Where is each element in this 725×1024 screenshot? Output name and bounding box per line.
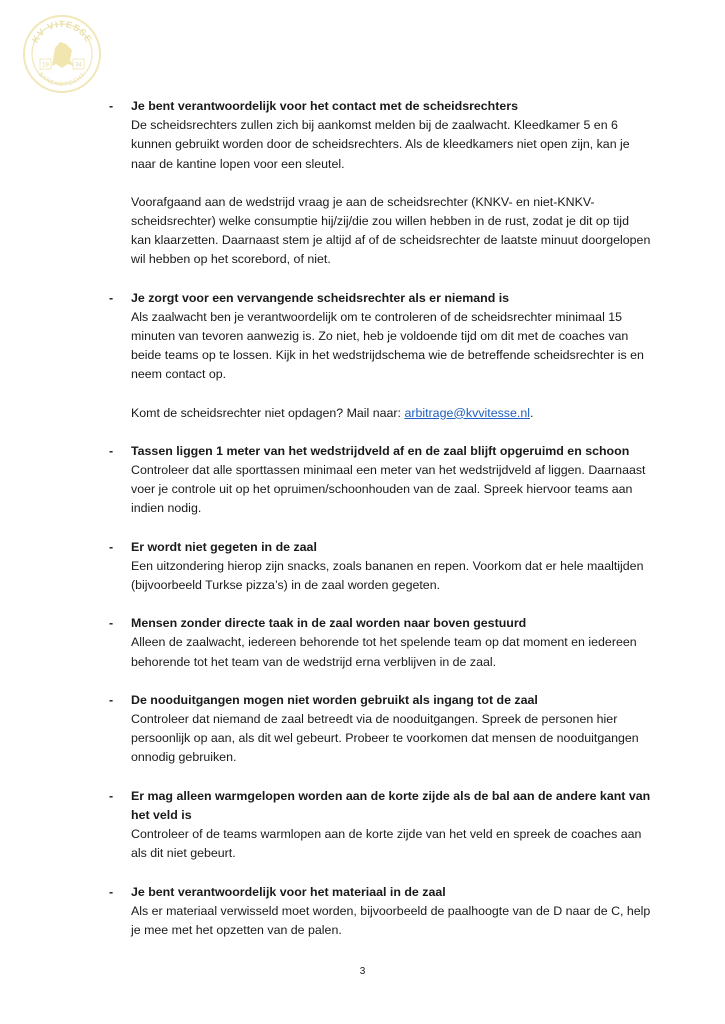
list-item	[109, 691, 652, 768]
bullet-dash: -	[109, 539, 114, 554]
item-paragraph: Alleen de zaalwacht, iedereen behorende tot het spelende team op dat moment en iedereen behorende tot het team van de wedstrijd erna verblijven in de zaal.	[131, 635, 637, 669]
list-item	[109, 289, 652, 423]
list-item	[109, 787, 652, 864]
bullet-dash: -	[109, 616, 114, 631]
item-heading: Je bent verantwoordelijk voor het contact met de scheidsrechters	[131, 99, 518, 113]
item-paragraph: Controleer dat alle sporttassen minimaal een meter van het wedstrijdveld af liggen. Daarnaast voer je controle uit op het opruimen/schoonhouden van de zaal. Spreek hiervoor teams aan indien nodig.	[131, 463, 646, 516]
document-body	[109, 97, 652, 959]
item-heading: Je bent verantwoordelijk voor het materiaal in de zaal	[131, 884, 446, 899]
bullet-dash: -	[109, 290, 114, 305]
bullet-dash: -	[109, 99, 114, 113]
list-item	[109, 442, 652, 519]
logo-year-left: 19	[42, 62, 49, 69]
logo-year-right: 34	[75, 62, 82, 69]
logo-bottom-text: BARENDRECHT	[36, 71, 88, 89]
item-paragraph: Een uitzondering hierop zijn snacks, zoals bananen en repen. Voorkom dat er hele maaltijden (bijvoorbeeld Turkse pizza’s) in de zaal worden gegeten.	[131, 558, 644, 593]
list-item	[109, 97, 652, 270]
logo-top-text: KV VITESSE	[30, 18, 95, 45]
email-link[interactable]: arbitrage@kvvitesse.nl	[404, 405, 530, 420]
list-item	[109, 614, 652, 672]
item-heading: Mensen zonder directe taak in de zaal worden naar boven gestuurd	[131, 616, 527, 631]
list-item	[109, 883, 652, 941]
item-paragraph: Als er materiaal verwisseld moet worden, bijvoorbeeld de paalhoogte van de D naar de C, help je mee met het opzetten van de palen.	[131, 903, 651, 937]
item-heading: Er mag alleen warmgelopen worden aan de korte zijde als de bal aan de andere kant van het veld is	[131, 788, 651, 822]
bullet-dash: -	[109, 884, 114, 899]
bullet-dash: -	[109, 443, 114, 458]
page-number: 3	[359, 966, 366, 977]
item-paragraph: Controleer of de teams warmlopen aan de korte zijde van het veld en spreek de coaches aan als dit niet gebeurt.	[131, 827, 642, 861]
mail-prompt-text: Komt de scheidsrechter niet opdagen? Mail naar:	[131, 405, 405, 420]
item-paragraph: Als zaalwacht ben je verantwoordelijk om te controleren of de scheidsrechter minimaal 15 minuten van tevoren aanwezig is. Zo niet, heb je voldoende tijd om dit met de coaches van beide teams op te lossen. Kijk in het wedstrijdschema wie de betreffende scheidsrechter is en neem contact op.	[131, 309, 644, 382]
item-paragraph	[131, 404, 652, 423]
svg-text:BARENDRECHT	[37, 72, 88, 88]
list-item	[109, 538, 652, 596]
item-paragraph: Controleer dat niemand de zaal betreedt via de nooduitgangen. Spreek de personen hier persoonlijk op aan, als dit wel gebeurt. Probeer te voorkomen dat mensen de nooduitgangen onnodig gebruiken.	[131, 712, 639, 765]
item-heading: Er wordt niet gegeten in de zaal	[131, 539, 317, 554]
club-logo	[22, 14, 102, 94]
item-heading: Tassen liggen 1 meter van het wedstrijdveld af en de zaal blijft opgeruimd en schoon	[131, 443, 630, 458]
item-paragraph: De scheidsrechters zullen zich bij aankomst melden bij de zaalwacht. Kleedkamer 5 en 6 kunnen gebruikt worden door de scheidsrechters. Als de kleedkamers niet open zijn, kan je naar de kantine lopen voor een sleutel.	[131, 118, 630, 171]
item-heading: Je zorgt voor een vervangende scheidsrechter als er niemand is	[131, 290, 510, 305]
logo-lion-shape	[52, 42, 74, 68]
bullet-dash: -	[109, 692, 114, 707]
item-heading: De nooduitgangen mogen niet worden gebruikt als ingang tot de zaal	[131, 692, 538, 707]
item-paragraph: Voorafgaand aan de wedstrijd vraag je aan de scheidsrechter (KNKV- en niet-KNKV-scheidsrechter) welke consumptie hij/zij/die zou willen hebben in de rust, zodat je dit op tijd kan klaarzetten. Daarnaast stem je altijd af of de scheidsrechter de laatste minuut doorgelopen wil hebben op het scorebord, of niet.	[131, 194, 651, 267]
bullet-dash: -	[109, 788, 114, 803]
mail-prompt-suffix: .	[529, 405, 534, 420]
